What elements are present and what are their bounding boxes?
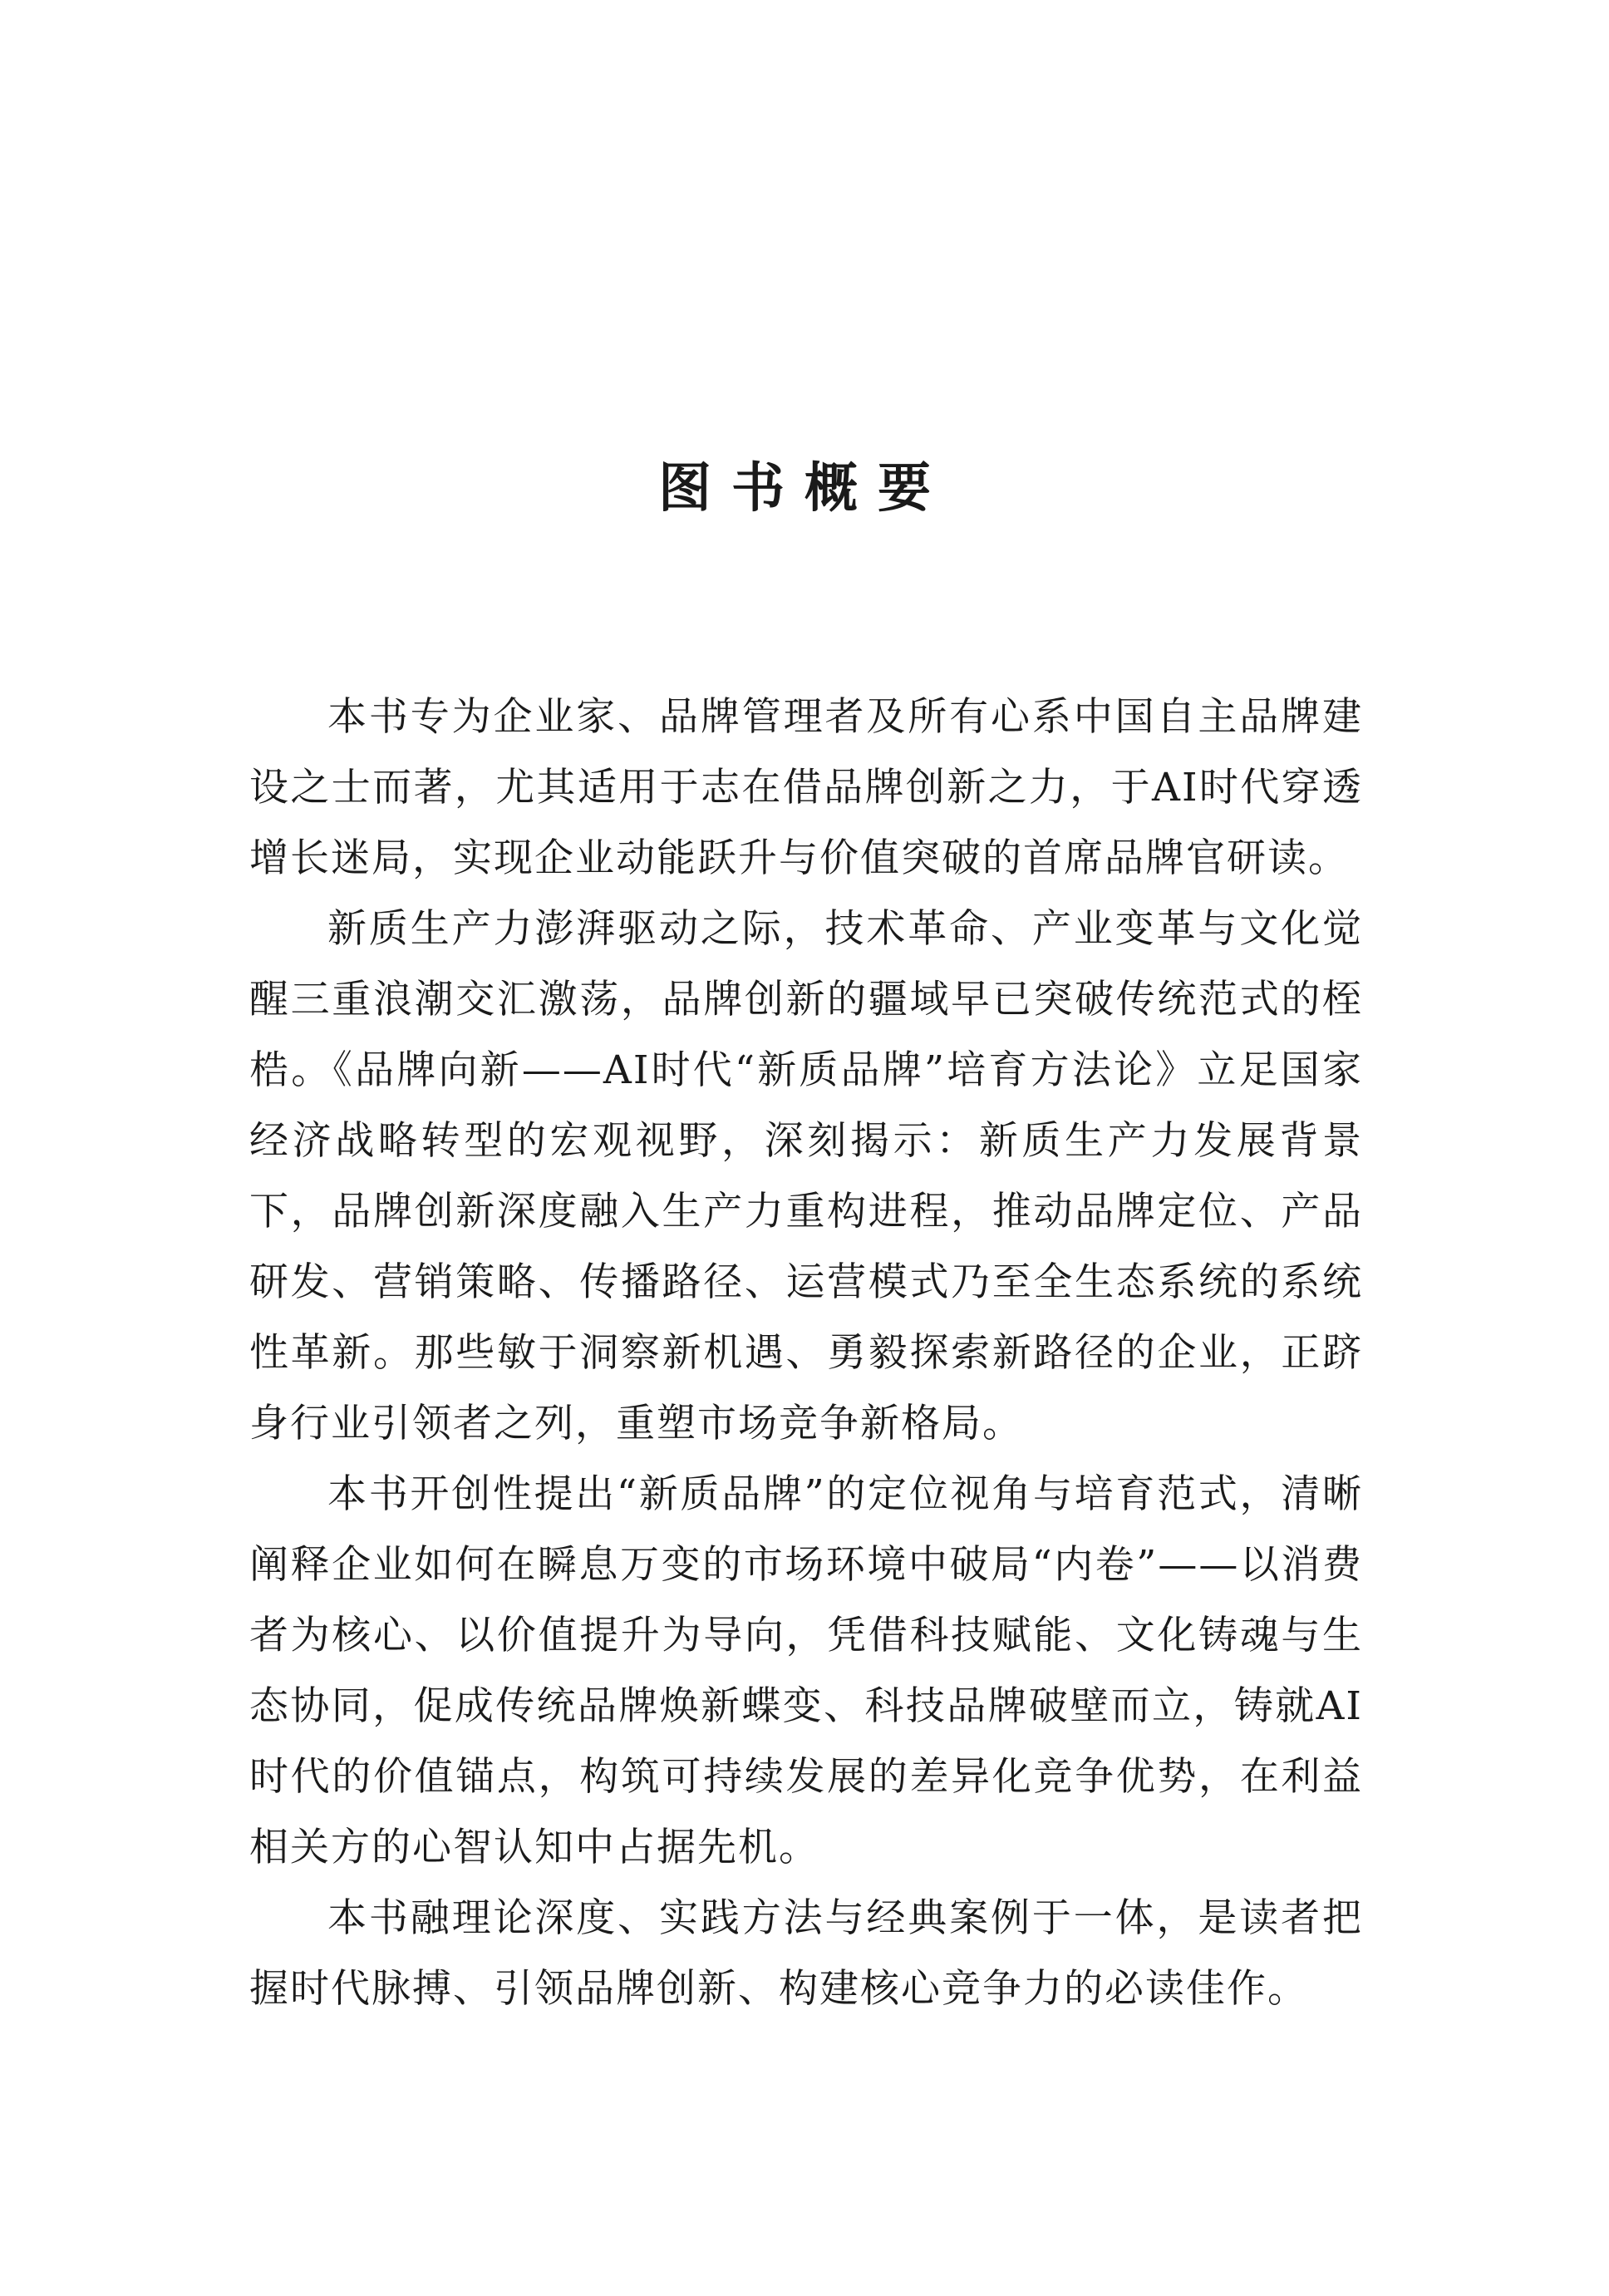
paragraph-3: 本书开创性提出“新质品牌”的定位视角与培育范式，清晰阐释企业如何在瞬息万变的市场环境中破局“内卷”——以消费者为核心、以价值提升为导向，凭借科技赋能、文化铸魂与生态协同，促成传统品牌焕新蝶变、科技品牌破壁而立，铸就AI时代的价值锚点，构筑可持续发展的差异化竞争优势，在利益相关方的心智认知中占据先机。 — [249, 1471, 1363, 1870]
page-title: 图书概要 — [658, 457, 951, 520]
summary-body — [249, 682, 1363, 2024]
paragraph-2: 新质生产力澎湃驱动之际，技术革命、产业变革与文化觉醒三重浪潮交汇激荡，品牌创新的疆域早已突破传统范式的桎梏。《品牌向新——AI时代“新质品牌”培育方法论》立足国家经济战略转型的宏观视野，深刻揭示：新质生产力发展背景下，品牌创新深度融入生产力重构进程，推动品牌定位、产品研发、营销策略、传播路径、运营模式乃至全生态系统的系统性革新。那些敏于洞察新机遇、勇毅探索新路径的企业，正跻身行业引领者之列，重塑市场竞争新格局。 — [249, 906, 1363, 1446]
paragraph-4: 本书融理论深度、实践方法与经典案例于一体，是读者把握时代脉搏、引领品牌创新、构建核心竞争力的必读佳作。 — [249, 1895, 1363, 2012]
paragraph-1: 本书专为企业家、品牌管理者及所有心系中国自主品牌建设之士而著，尤其适用于志在借品牌创新之力，于AI时代穿透增长迷局，实现企业动能跃升与价值突破的首席品牌官研读。 — [249, 694, 1363, 881]
